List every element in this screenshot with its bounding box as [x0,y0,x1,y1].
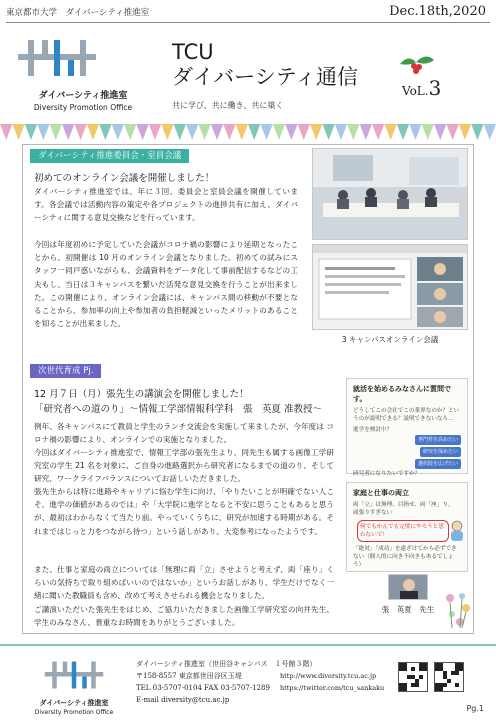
footer-website-link[interactable]: http://www.diversity.tcu.ac.jp [280,672,377,680]
lecture-subheading: 「研究者への道のり」～情報工学部情報科学科 張 英夏 准教授～ [34,404,323,415]
meeting-room-photo [312,148,468,240]
speaker-image [389,575,428,600]
lecture-slide-1 [346,378,468,477]
bunting-flag [211,124,223,140]
footer-logo-org-name: ダイバーシティ推進室 [39,699,109,707]
online-meeting-image [313,245,468,330]
title-line-1: TCU [172,40,214,64]
bunting-flag [198,124,210,140]
qr-code-twitter-icon[interactable] [434,662,464,692]
issue-date: Dec.18th,2020 [389,4,486,19]
bunting-flag [471,124,483,140]
logo-mark-icon [18,38,96,78]
bunting-flag [384,124,396,140]
bunting-flag [322,124,334,140]
volume-number [402,76,441,100]
footer-address-line: 〒158-8557 東京都世田谷区玉堤 [136,672,242,680]
slide1-question-3: 研究者になりたいですか？ [353,471,421,477]
logo-org-name-en: Diversity Promotion Office [33,103,133,112]
volume-prefix: VoL. [402,84,429,98]
title-line-2: ダイバーシティ通信 [172,65,359,89]
footer-logo-mark-icon [26,660,122,690]
slide1-option-2: 研究を深めたい [420,447,461,457]
footer-rule [0,644,496,646]
footer-logo-org-name-en: Diversity Promotion Office [34,709,114,716]
bunting-flag [260,124,272,140]
lecture-paragraph-1: 例年、各キャンパスにて教員と学生のランチ交流会を実施して来ましたが、今年度は コロナ禍の影響により、オンラインでの実施となりました。 [34,422,334,445]
bunting-flag [335,124,347,140]
page-title [172,40,358,90]
speaker-caption: 張 英夏 先生 [381,605,435,614]
bunting-flag [112,124,124,140]
lecture-heading: 12 月７日（月）張先生の講演会を開催しました！ [34,389,249,400]
flower-decoration-icon [440,588,474,632]
footer-email-line: E-mail diversity@tcu.ac.jp [136,696,230,704]
bunting-flag [161,124,173,140]
bunting-flag [87,124,99,140]
section-nextgen-label: 次世代育成 Pj. [30,364,101,378]
footer-web-links [280,670,384,694]
bunting-flag [0,124,12,140]
slide1-question-2: 進学を検討中？ [353,427,393,433]
section-committee-label: ダイバーシティ推進委員会・室員会議 [30,149,189,163]
bunting-flag [285,124,297,140]
section-committee-paragraph-1: ダイバーシティ推進室では、年に３回、委員会と室員会議を開催しています。各会議では活動内容の策定や各プロジェクトの進捗共有に加え、ダイバーシティに関する意見交換などを行っています。 [34,187,298,223]
header-organization: 東京都市大学 ダイバーシティ推進室 [6,8,150,18]
bunting-flag [25,124,37,140]
cartoon-person-icon [448,520,466,542]
qr-code-pattern [399,663,427,691]
bunting-flag [248,124,260,140]
bunting-flag [397,124,409,140]
bunting-flag [360,124,372,140]
speaker-video-thumbnail [388,574,428,600]
bunting-flag [50,124,62,140]
bunting-flag [174,124,186,140]
logo-org-name: ダイバーシティ推進室 [38,91,128,101]
bunting-flag [12,124,24,140]
bunting-flag [236,124,248,140]
lecture-paragraph-4: また、仕事と家庭の両立については「無理に両「立」させようと考えず、両「座り」くらいの気持ちで取り組めばいいのではないか」というお話しがあり、学生だけでなく一緒に聞いた教職員も含め、改めて考えさせられる機会となりました。 [34,565,334,601]
bunting-flag [149,124,161,140]
bunting-flag [298,124,310,140]
footer-phone-line: TEL 03-5707-0104 FAX 03-5707-1289 [136,684,270,692]
online-meeting-screenshot [312,244,468,330]
footer-office-line: ダイバーシティ推進室（世田谷キャンパス １号館３階） [136,660,317,668]
bunting-flag [422,124,434,140]
online-meeting-caption: 3 キャンパスオンライン会議 [341,335,439,344]
qr-code-twitter-pattern [435,663,463,691]
bunting-flag [136,124,148,140]
bunting-flag [446,124,458,140]
qr-code-icon[interactable] [398,662,428,692]
lecture-paragraph-2: 今回はダイバーシティ推進室で、情報工学部の張先生より、同先生も属する画像工学研究室の学生 21 名を対象に、ご自身の進路選択から研究者になるまでの道のり、そして研究、ワークライフバランスについてお話しいただきました。 [34,448,334,484]
bunting-flag [347,124,359,140]
footer-logo [26,660,122,716]
lecture-paragraph-3: 張先生からは特に進路やキャリアに悩む学生に向け、「やりたいことが明確でない人こそ、進学の価値があるのでは」や「大学院に進学となると不安に思うこともあると思うが、最初はわからなくて当たり前。やっていくうちに、研究が加速する時期がある。それまではじっと力をつながら待つ」という話しがあり、大変参考になったようです。 [34,487,334,536]
slide2-title: 家庭と仕事の両立 [353,489,409,497]
section-committee-paragraph-2: 今回は年度初めに予定していた会議がコロナ禍の影響により延期となったことから、初開催は 10 月のオンライン会議となりました。初めての試みにスタッフ一同戸惑いながらも、会議資料をデータ化して事前配信するなどの工夫もし、当日は３キャンパスを繋いだ活発な意見交換を行うことが出来ました。この開催により、オンライン会議には、キャンパス間の移動が不要となることから、参加率の向上や参加者の負担軽減といったメリットのあることを知ることが出来ました。 [34,240,298,329]
bunting-flag [459,124,471,140]
bunting-flag [434,124,446,140]
logo [18,38,148,112]
slide2-quote: 何でもかんでも完璧にやろうと思わないで！ [357,520,449,542]
page-number: Pg.1 [466,704,484,713]
bunting-flag [124,124,136,140]
footer-twitter-link[interactable]: https://twitter.com/tcu_sankaku [280,684,385,692]
bunting-flag [310,124,322,140]
bunting-decoration [0,124,496,142]
slide1-option-3: 選択肢を広げたい [415,459,461,469]
volume-digit: 3 [428,76,442,100]
bunting-flag [484,124,496,140]
bunting-flag [186,124,198,140]
bunting-flag [74,124,86,140]
bunting-flag [223,124,235,140]
slide1-title: 就活を始めるみなさんに質問です。 [353,385,451,403]
bunting-flag [62,124,74,140]
slide2-bullet-1: 両「立」は無理、目指せ、両「座」り。 [353,502,454,508]
section-committee-heading: 初めてのオンライン会議を開催しました！ [34,173,215,184]
bunting-flag [372,124,384,140]
bunting-flag [273,124,285,140]
bunting-flag [37,124,49,140]
bunting-flag [99,124,111,140]
header-rule [6,22,490,23]
bunting-flag [409,124,421,140]
slide1-question-1: どうしてこの会社でこの業界なのか？というのが説明できる？説明できないなら… [353,408,460,422]
meeting-room-image [313,149,468,240]
lecture-paragraph-5: ご講演いただいた張先生をはじめ、ご協力いただきました画像工学研究室の向井先生、学生のみなさん、貴重なお時間をありがとうございました。 [34,605,334,628]
page-subtitle: 共に学び、共に働き、共に築く [172,101,284,110]
slide2-bullet-3: 「絶対」「成功」を遠ざけてから必ずできない（個人的に向き不向きもあるでしょう） [353,546,457,568]
slide1-option-1: 専門性を高めたい [415,435,461,445]
slide2-bullet-2: 頑張りすぎない [353,510,393,516]
